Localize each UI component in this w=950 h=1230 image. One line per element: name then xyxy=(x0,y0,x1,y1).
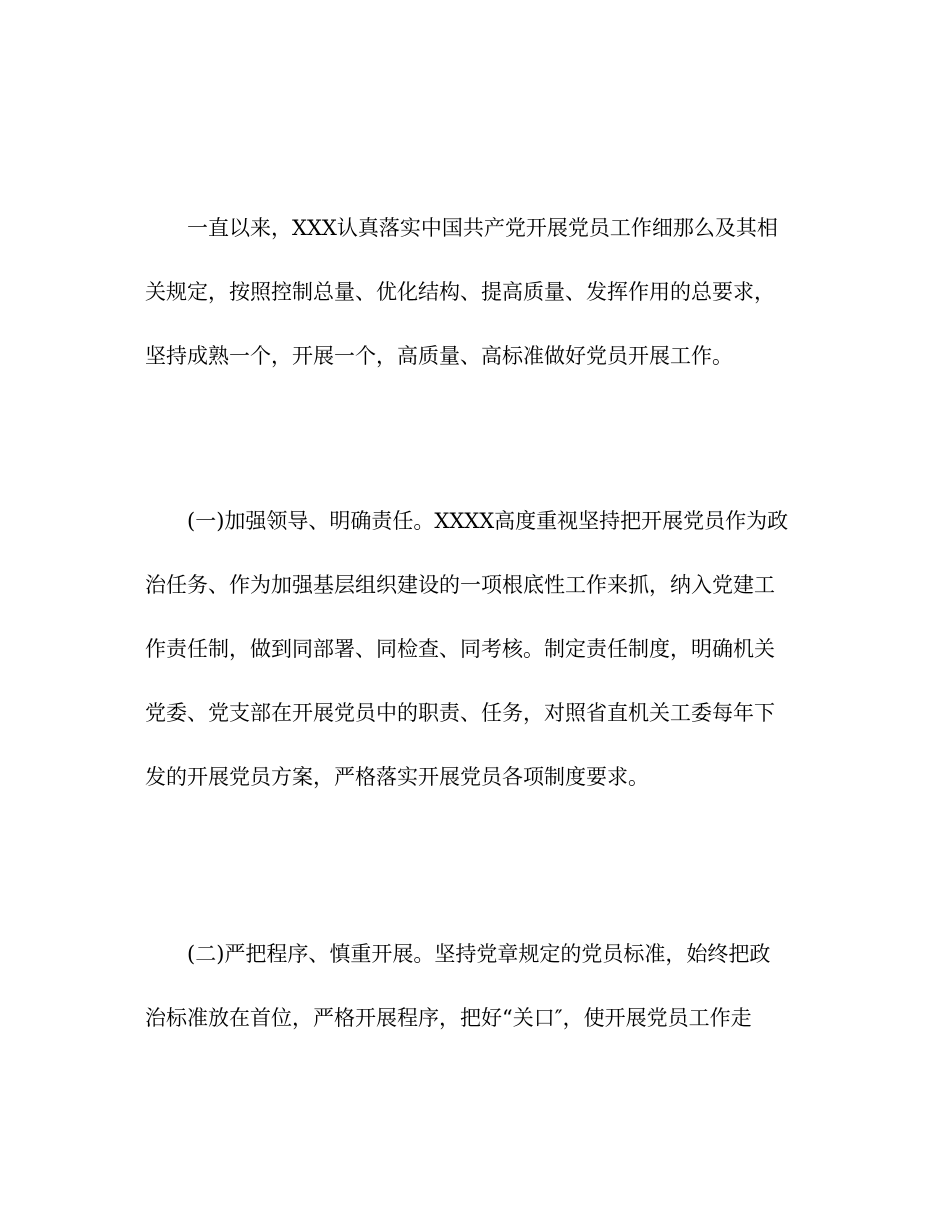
paragraph-line: 治标准放在首位，严格开展程序，把好“关口″，使开展党员工作走 xyxy=(145,1006,752,1030)
paragraph-section-1 xyxy=(145,489,805,809)
paragraph-line: 治任务、作为加强基层组织建设的一项根底性工作来抓，纳入党建工 xyxy=(145,573,775,597)
paragraph-line: (一)加强领导、明确责任。XXXX高度重视坚持把开展党员作为政 xyxy=(187,509,789,533)
paragraph-line: 党委、党支部在开展党员中的职责、任务，对照省直机关工委每年下 xyxy=(145,701,775,725)
paragraph-intro xyxy=(145,196,805,388)
paragraph-line: (二)严把程序、慎重开展。坚持党章规定的党员标准，始终把政 xyxy=(187,942,771,966)
paragraph-line: 关规定，按照控制总量、优化结构、提高质量、发挥作用的总要求， xyxy=(145,280,775,304)
paragraph-line: 作责任制，做到同部署、同检查、同考核。制定责任制度，明确机关 xyxy=(145,637,775,661)
paragraph-section-2 xyxy=(145,922,805,1050)
paragraph-line: 坚持成熟一个，开展一个，高质量、高标准做好党员开展工作。 xyxy=(145,344,733,368)
paragraph-line: 发的开展党员方案，严格落实开展党员各项制度要求。 xyxy=(145,765,649,789)
paragraph-line: 一直以来，XXX认真落实中国共产党开展党员工作细那么及其相 xyxy=(187,216,778,240)
